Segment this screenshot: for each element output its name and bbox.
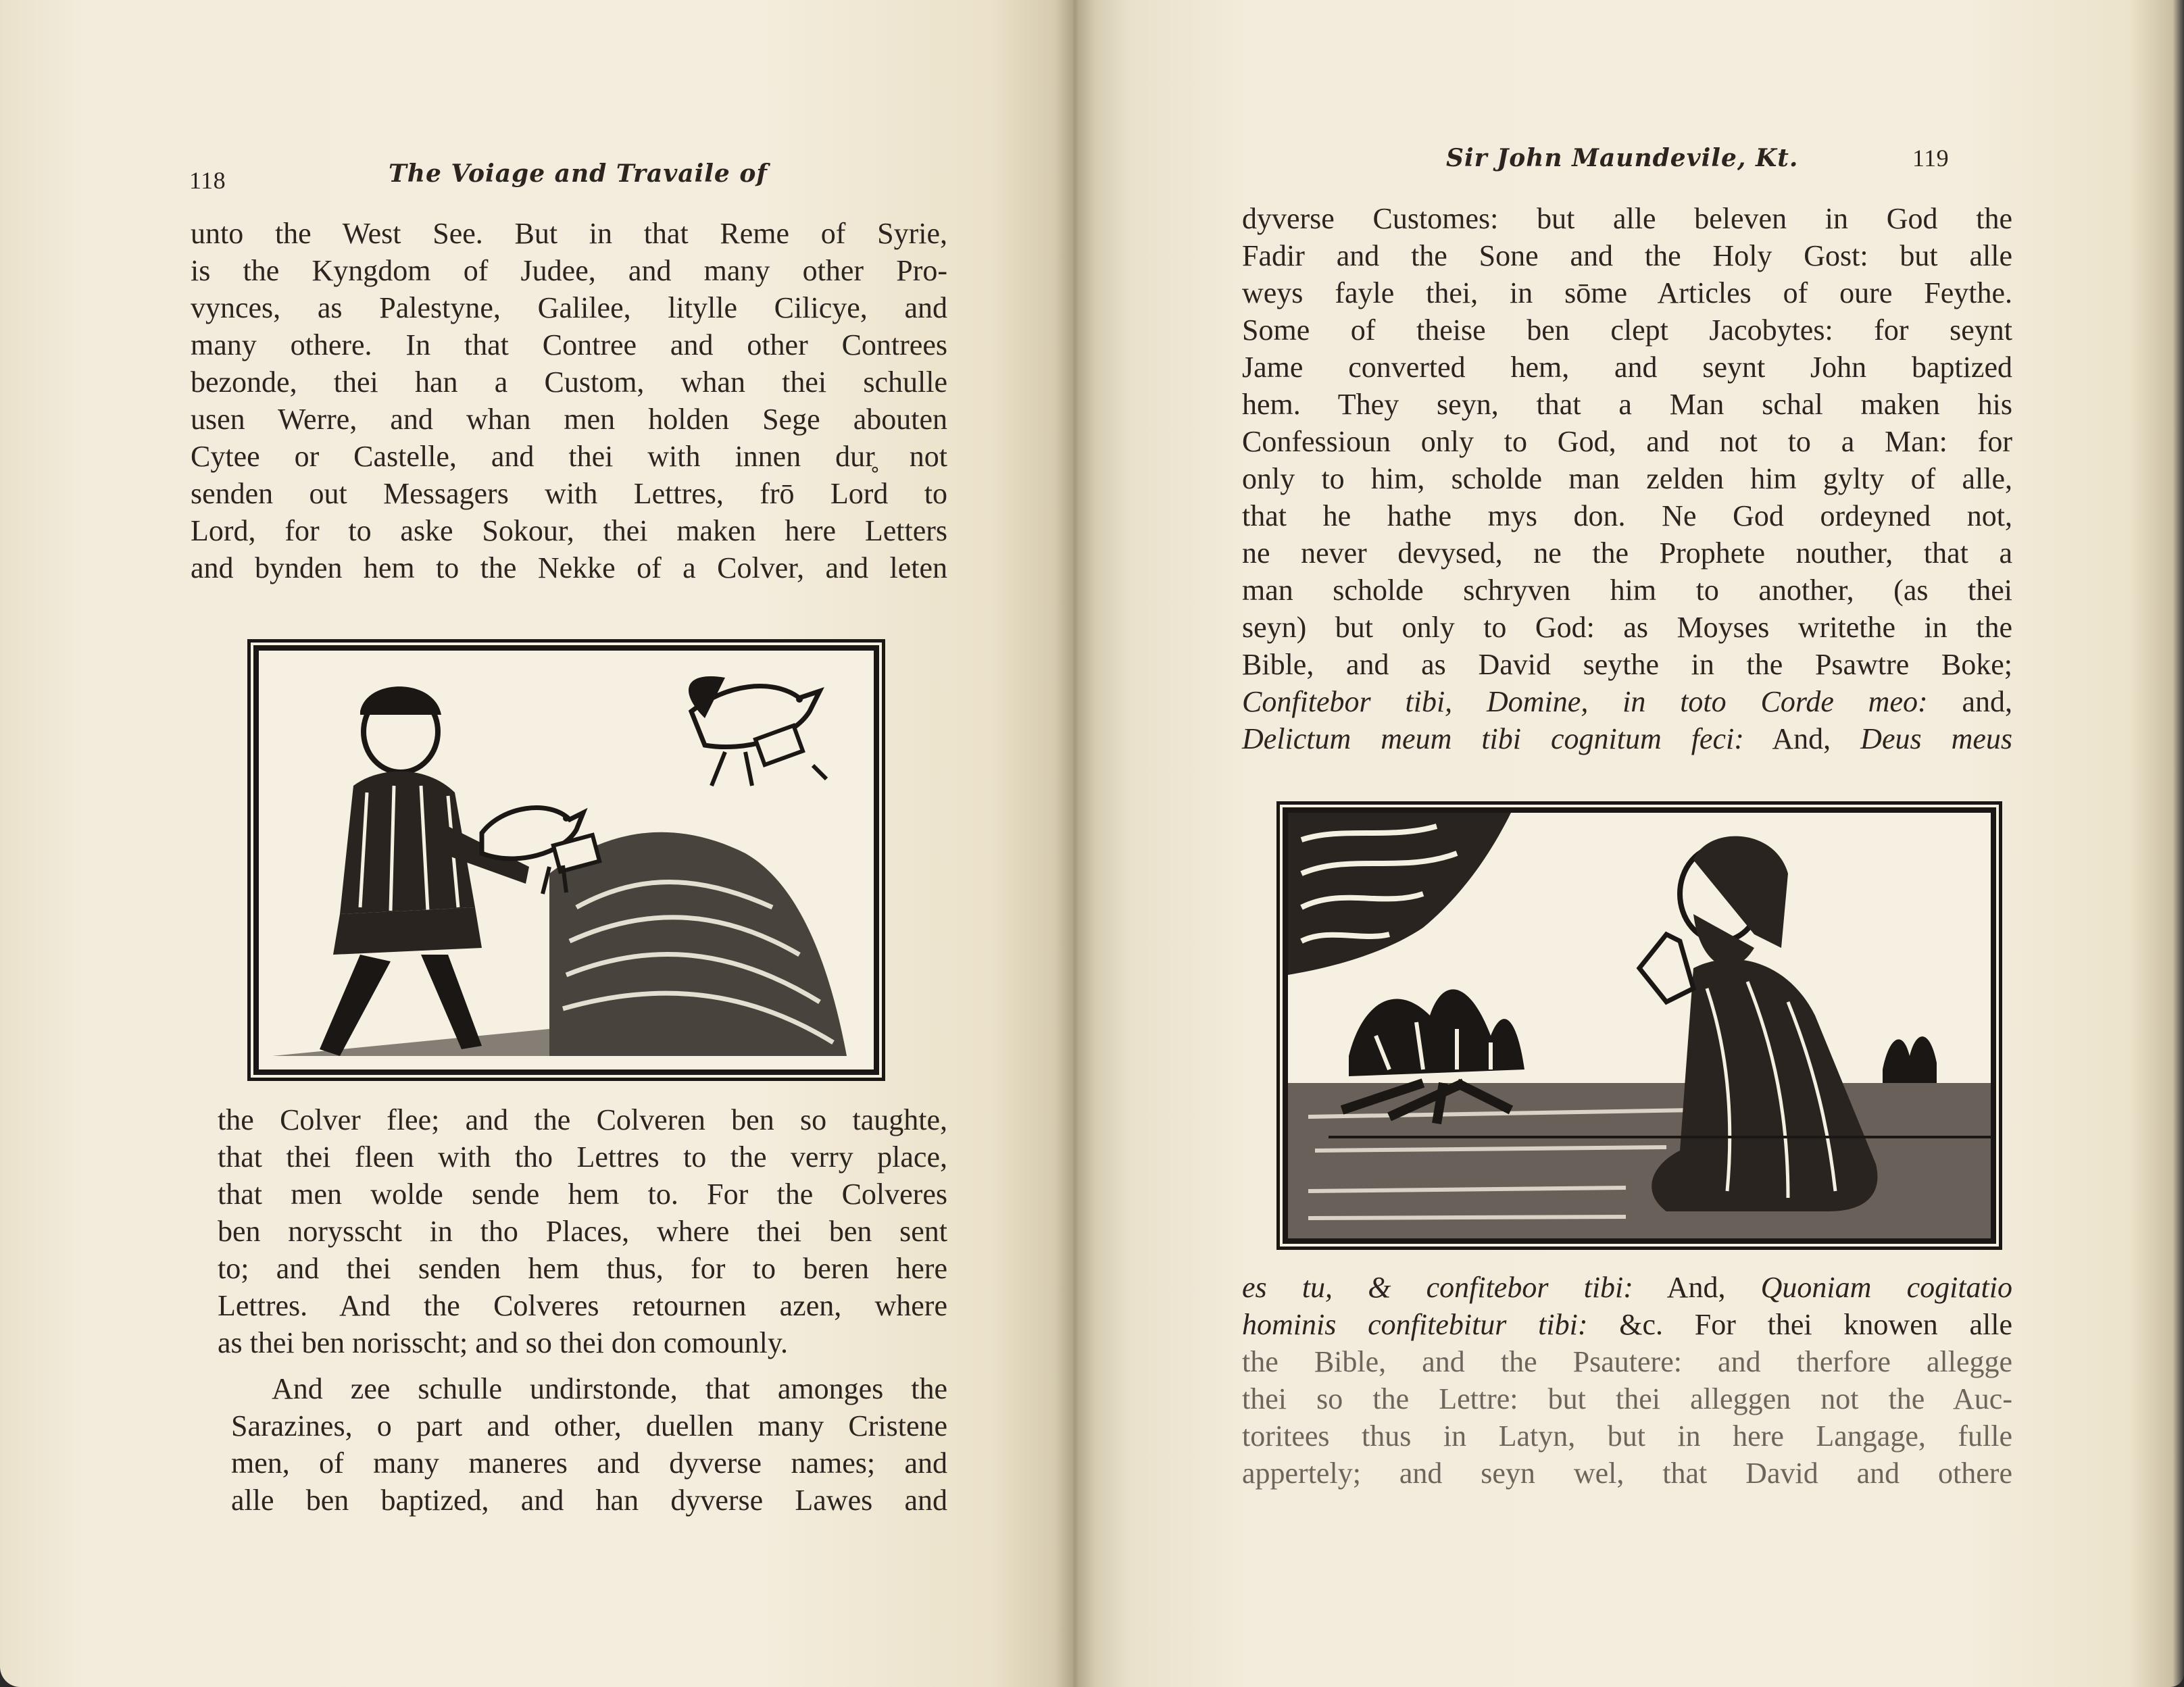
- text-line: Bible, and as David seythe in the Psawtre Boke;: [1242, 648, 2012, 681]
- book-gutter: [1054, 0, 1095, 1687]
- text-line: the Bible, and the Psautere: and therfore allegge: [1242, 1345, 2012, 1378]
- right-page-number: 119: [1912, 145, 1950, 172]
- text-line: ben norysscht in tho Places, where thei ben sent: [218, 1215, 947, 1248]
- text-line: that men wolde sende hem to. For the Colveres: [218, 1178, 947, 1211]
- left-text-paragraph-2: [231, 1370, 947, 1519]
- text-line: Jame converted hem, and seynt John baptized: [1242, 351, 2012, 384]
- text-line: senden out Messagers with Lettres, frō Lord to: [191, 477, 947, 510]
- text-line: usen Werre, and whan men holden Sege abouten: [191, 403, 947, 436]
- text-line: Confessioun only to God, and not to a Man: for: [1242, 425, 2012, 458]
- woodcut-man-releasing-dove: [253, 645, 879, 1075]
- text-line: dyverse Customes: but alle beleven in God the: [1242, 202, 2012, 235]
- text-line: appertely; and seyn wel, that David and othere: [1242, 1457, 2012, 1490]
- text-line: is the Kyngdom of Judee, and many other Pro-: [191, 254, 947, 287]
- text-line: toritees thus in Latyn, but in here Langage, fulle: [1242, 1419, 2012, 1453]
- text-line: alle ben baptized, and han dyverse Lawes and: [231, 1484, 947, 1517]
- left-text-top: [191, 215, 947, 586]
- text-line: vynces, as Palestyne, Galilee, litylle Cilicye, and: [191, 291, 947, 324]
- text-line: hem. They seyn, that a Man schal maken his: [1242, 388, 2012, 421]
- text-line: seyn) but only to God: as Moyses writethe in the: [1242, 611, 2012, 644]
- woodcut-praying-man-by-fire: [1283, 807, 1996, 1244]
- text-line: as thei ben norisscht; and so thei don comounly.: [218, 1326, 789, 1359]
- text-line: Fadir and the Sone and the Holy Gost: but alle: [1242, 239, 2012, 272]
- prayer-woodcut-illustration: [1288, 813, 1991, 1238]
- left-text-bottom: [218, 1101, 947, 1361]
- right-page: [1074, 0, 2184, 1687]
- text-line: Sarazines, o part and other, duellen many Cristene: [231, 1409, 947, 1442]
- left-page: [0, 0, 1074, 1687]
- text-line: and bynden hem to the Nekke of a Colver, and leten: [191, 551, 947, 584]
- text-line: And zee schulle undirstonde, that amonges the: [272, 1372, 947, 1405]
- left-page-number: 118: [189, 167, 226, 194]
- text-line: that thei fleen with tho Lettres to the verry place,: [218, 1140, 947, 1174]
- text-line: Some of theise ben clept Jacobytes: for seynt: [1242, 313, 2012, 347]
- text-line: man scholde schryven him to another, (as thei: [1242, 574, 2012, 607]
- latin-line: Confitebor tibi, Domine, in toto Corde meo: and,: [1242, 685, 2013, 718]
- latin-line: es tu, & confitebor tibi: And, Quoniam cogitatio: [1242, 1271, 2012, 1304]
- text-line: bezonde, thei han a Custom, whan thei schulle: [191, 366, 947, 399]
- text-line: to; and thei senden hem thus, for to beren here: [218, 1252, 947, 1285]
- left-running-head: The Voiage and Travaile of: [389, 159, 768, 188]
- right-text-bottom: [1242, 1269, 2012, 1492]
- right-running-head: Sir John Maundevile, Kt.: [1446, 144, 1799, 172]
- text-line: many othere. In that Contree and other Contrees: [191, 328, 947, 361]
- latin-line: Delictum meum tibi cognitum feci: And, Deus meus: [1242, 722, 2013, 755]
- text-line: Lettres. And the Colveres retournen azen, where: [218, 1289, 947, 1322]
- text-line: that he hathe mys don. Ne God ordeyned not,: [1242, 499, 2012, 532]
- dove-woodcut-illustration: [259, 651, 874, 1069]
- text-line: unto the West See. But in that Reme of Syrie,: [191, 217, 947, 250]
- text-line: ne never devysed, ne the Prophete nouther, that a: [1242, 536, 2012, 570]
- text-line: Lord, for to aske Sokour, thei maken here Letters: [191, 514, 947, 547]
- right-text-top: [1242, 200, 2012, 757]
- text-line: the Colver flee; and the Colveren ben so taughte,: [218, 1103, 947, 1136]
- text-line: Cytee or Castelle, and thei with innen dur̥ not: [191, 440, 947, 473]
- text-line: thei so the Lettre: but thei alleggen not the Auc-: [1242, 1382, 2012, 1415]
- text-line: men, of many maneres and dyverse names; and: [231, 1446, 947, 1480]
- text-line: only to him, scholde man zelden him gylty of alle,: [1242, 462, 2012, 495]
- latin-line: hominis confitebitur tibi: &c. For thei knowen alle: [1242, 1308, 2013, 1341]
- text-line: weys fayle thei, in sōme Articles of oure Feythe.: [1242, 276, 2012, 309]
